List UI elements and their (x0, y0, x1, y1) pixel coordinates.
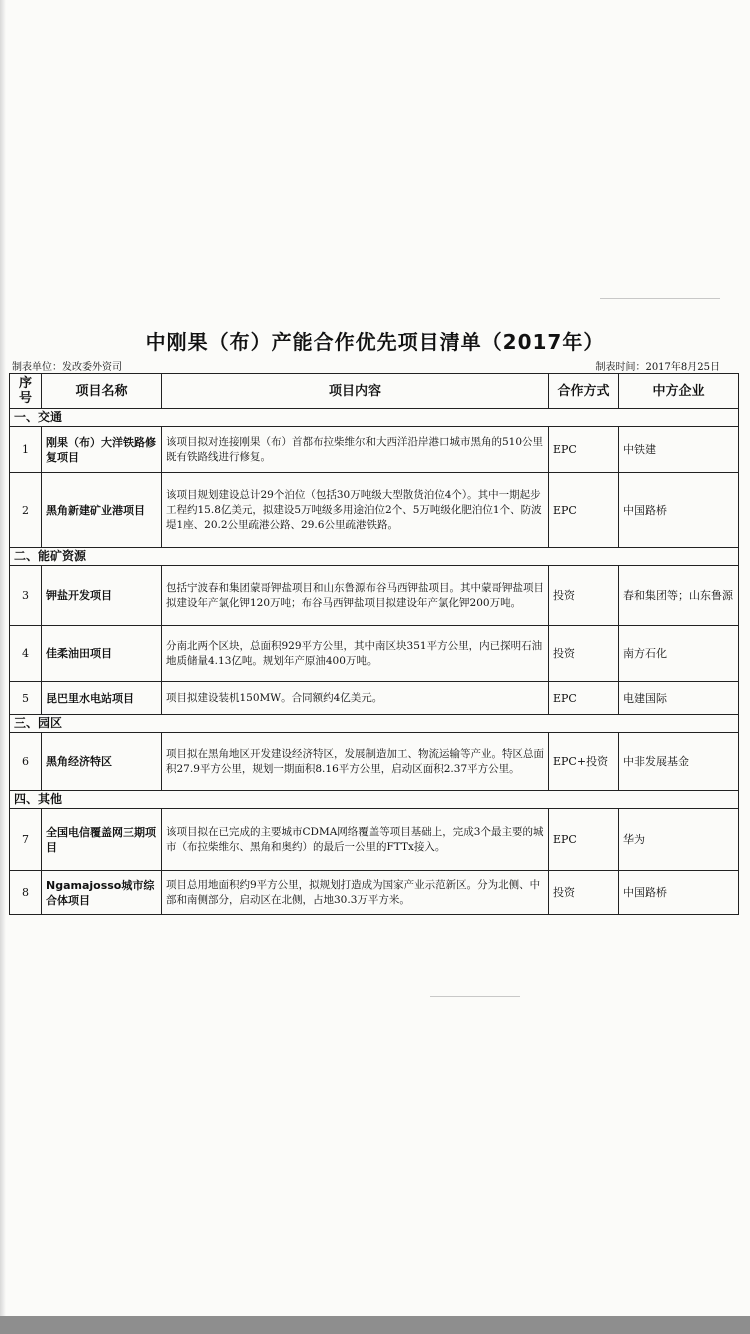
header-enterprise: 中方企业 (619, 374, 739, 409)
bottom-bar (0, 1316, 750, 1334)
project-table (9, 373, 739, 915)
row-enterprise: 中铁建 (619, 427, 739, 473)
row-content: 该项目规划建设总计29个泊位（包括30万吨级大型散货泊位4个）。其中一期起步工程约15.8亿美元，拟建设5万吨级多用途泊位2个、5万吨级化肥泊位1个、防波堤1座、20.2公里疏港公路、29.6公里疏港铁路。 (162, 473, 549, 548)
header-content: 项目内容 (162, 374, 549, 409)
section-row (10, 409, 739, 427)
section-title: 二、能矿资源 (10, 548, 739, 566)
table-row (10, 626, 739, 682)
section-title: 四、其他 (10, 791, 739, 809)
table-header-row (10, 374, 739, 409)
row-mode: EPC (549, 427, 619, 473)
table-row (10, 809, 739, 871)
row-content: 包括宁波春和集团蒙哥钾盐项目和山东鲁源布谷马西钾盐项目。其中蒙哥钾盐项目拟建设年产氯化钾120万吨；布谷马西钾盐项目拟建设年产氯化钾200万吨。 (162, 566, 549, 626)
table-row (10, 871, 739, 915)
page-edge-shadow (0, 0, 6, 1316)
row-content: 项目拟在黑角地区开发建设经济特区，发展制造加工、物流运输等产业。特区总面积27.9平方公里，规划一期面积8.16平方公里，启动区面积2.37平方公里。 (162, 733, 549, 791)
date-label: 制表时间：2017年8月25日 (595, 362, 720, 373)
row-enterprise: 春和集团等；山东鲁源 (619, 566, 739, 626)
issuer-label: 制表单位：发改委外资司 (12, 362, 122, 373)
row-content: 项目拟建设装机150MW。合同额约4亿美元。 (162, 682, 549, 715)
row-name: 昆巴里水电站项目 (42, 682, 162, 715)
scan-mark-bottom (430, 996, 520, 997)
row-seq: 4 (10, 626, 42, 682)
row-enterprise: 电建国际 (619, 682, 739, 715)
row-name: 黑角经济特区 (42, 733, 162, 791)
scan-mark-top (600, 298, 720, 299)
row-seq: 3 (10, 566, 42, 626)
row-content: 项目总用地面积约9平方公里，拟规划打造成为国家产业示范新区。分为北侧、中部和南侧部分，启动区在北侧，占地30.3万平方米。 (162, 871, 549, 915)
row-enterprise: 中非发展基金 (619, 733, 739, 791)
row-mode: EPC (549, 682, 619, 715)
row-content: 该项目拟对连接刚果（布）首都布拉柴维尔和大西洋沿岸港口城市黑角的510公里既有铁路线进行修复。 (162, 427, 549, 473)
row-enterprise: 华为 (619, 809, 739, 871)
row-seq: 6 (10, 733, 42, 791)
row-name: 全国电信覆盖网三期项目 (42, 809, 162, 871)
row-mode: 投资 (549, 626, 619, 682)
row-name: 黑角新建矿业港项目 (42, 473, 162, 548)
row-name: 佳柔油田项目 (42, 626, 162, 682)
row-enterprise: 南方石化 (619, 626, 739, 682)
row-name: 钾盐开发项目 (42, 566, 162, 626)
table-row (10, 473, 739, 548)
row-name: Ngamajosso城市综合体项目 (42, 871, 162, 915)
document-title: 中刚果（布）产能合作优先项目清单（2017年） (145, 330, 605, 354)
section-title: 三、园区 (10, 715, 739, 733)
row-mode: EPC+投资 (549, 733, 619, 791)
row-name: 刚果（布）大洋铁路修复项目 (42, 427, 162, 473)
row-mode: 投资 (549, 871, 619, 915)
row-mode: EPC (549, 809, 619, 871)
row-seq: 2 (10, 473, 42, 548)
row-seq: 7 (10, 809, 42, 871)
row-mode: EPC (549, 473, 619, 548)
row-content: 该项目拟在已完成的主要城市CDMA网络覆盖等项目基础上，完成3个最主要的城市（布拉柴维尔、黑角和奥约）的最后一公里的FTTx接入。 (162, 809, 549, 871)
row-enterprise: 中国路桥 (619, 871, 739, 915)
section-title: 一、交通 (10, 409, 739, 427)
section-row (10, 715, 739, 733)
header-seq: 序号 (10, 374, 42, 409)
row-seq: 1 (10, 427, 42, 473)
table-row (10, 682, 739, 715)
row-seq: 5 (10, 682, 42, 715)
section-row (10, 791, 739, 809)
header-mode: 合作方式 (549, 374, 619, 409)
table-row (10, 733, 739, 791)
row-enterprise: 中国路桥 (619, 473, 739, 548)
section-row (10, 548, 739, 566)
table-row (10, 427, 739, 473)
row-seq: 8 (10, 871, 42, 915)
header-name: 项目名称 (42, 374, 162, 409)
row-content: 分南北两个区块，总面积929平方公里，其中南区块351平方公里，内已探明石油地质储量4.13亿吨。规划年产原油400万吨。 (162, 626, 549, 682)
table-row (10, 566, 739, 626)
row-mode: 投资 (549, 566, 619, 626)
